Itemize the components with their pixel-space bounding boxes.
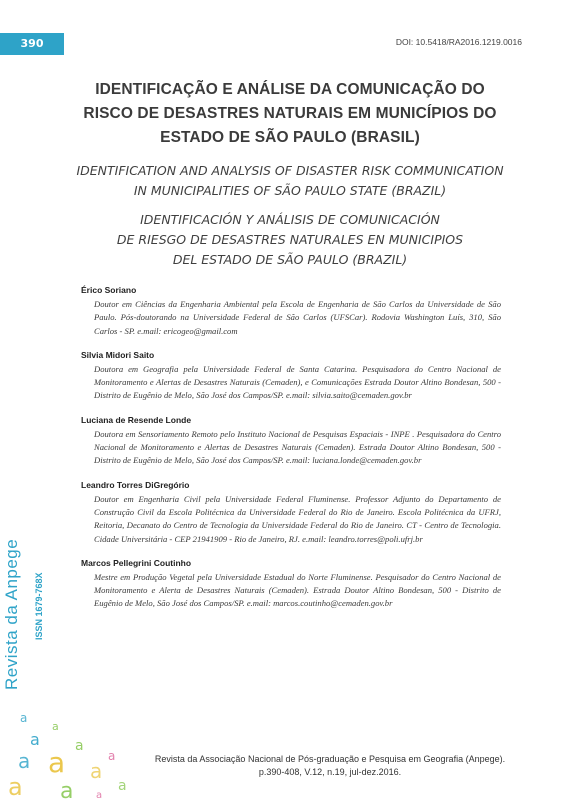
journal-name-vertical [2,539,22,690]
author-entry [81,558,501,611]
author-name: Marcos Pellegrini Coutinho [81,557,192,568]
author-entry [81,285,501,338]
author-entry [81,350,501,403]
author-name: Leandro Torres DiGregório [81,479,190,490]
svg-text:a: a [96,790,103,800]
author-affiliation: Doutor em Engenharia Civil pela Universidade Federal Fluminense. Professor Adjunto do Departamento de Construção Civil da Escola Politécnica da Universidade Federal do Rio de Janeiro. Escola Politécnica da UFRJ, Reitoria, Decanato do Centro de Tecnologia da Universidade Federal do Rio de Janeiro. CT - Centro de Tecnologia. Cidade Universitária - CEP 21941909 - Rio de Janeiro, RJ. e.mail: leandro.torres@poli.ufrj.br [94,493,501,544]
author-name: Luciana de Resende Londe [81,414,192,425]
svg-text:a: a [60,779,74,800]
author-entry [81,415,501,468]
svg-text:a: a [118,778,127,794]
author-name: Silvia Midori Saito [81,349,155,360]
svg-text:a: a [20,711,28,725]
title-spanish [64,210,516,270]
title-line: IDENTIFICACIÓN Y ANÁLISIS DE COMUNICACIÓN [140,212,440,227]
page-number: 390 [0,33,64,55]
svg-text:a: a [90,759,103,783]
title-english [64,161,516,201]
svg-text:a: a [75,738,84,754]
title-line: DE RIESGO DE DESASTRES NATURALES EN MUNICIPIOS [116,232,464,247]
doi[interactable]: DOI: 10.5418/RA2016.1219.0016 [395,37,522,47]
author-list [81,285,501,623]
title-line: IN MUNICIPALITIES OF SÃO PAULO STATE (BRAZIL) [133,183,447,198]
svg-text:a: a [8,773,23,800]
svg-text:a: a [48,746,66,779]
author-affiliation: Mestre em Produção Vegetal pela Universidade Estadual do Norte Fluminense. Pesquisador do Centro Nacional de Monitoramento e Alerta de Desastres Naturais (Cemaden). Estrada Doutor Altino Bondesan, 500 - Distrito de Eugênio de Melo, São José dos Campos/SP. e.mail: marcos.coutinho@cemaden.gov.br [94,571,501,609]
author-entry [81,480,501,546]
title-line: RISCO DE DESASTRES NATURAIS EM MUNICÍPIOS DO [83,105,497,122]
footer-line: Revista da Associação Nacional de Pós-graduação e Pesquisa em Geografia (Anpege). [154,754,506,764]
title-line: IDENTIFICATION AND ANALYSIS OF DISASTER RISK COMMUNICATION [76,163,504,178]
title-line: IDENTIFICAÇÃO E ANÁLISE DA COMUNICAÇÃO DO [95,81,485,98]
svg-text:a: a [18,749,31,773]
issn-vertical: ISSN 1679-768X [34,572,44,640]
decorative-letter-pattern [0,690,150,800]
author-affiliation: Doutor em Ciências da Engenharia Ambiental pela Escola de Engenharia de São Carlos da Universidade de São Paulo. Pós-doutorando na Universidade Federal de São Carlos (UFSCar). Rodovia Washington Luís, 310, São Carlos - SP. e.mail: ericogeo@gmail.com [94,299,501,336]
svg-text:a: a [30,730,40,749]
footer-line: p.390-408, V.12, n.19, jul-dez.2016. [258,767,402,777]
svg-text:a: a [52,720,59,733]
title-portuguese [64,78,516,150]
journal-name: Revista da Anpege [2,538,21,690]
author-name: Érico Soriano [81,285,137,295]
title-line: ESTADO DE SÃO PAULO (BRASIL) [160,129,420,146]
author-affiliation: Doutora em Geografia pela Universidade Federal de Santa Catarina. Pesquisadora do Centro Nacional de Monitoramento e Alertas de Desastres Naturais (Cemaden), e Comunicações Estrada Doutor Altino Bondesan, 500 - Distrito de Eugênio de Melo, São José dos Campos/SP. e.mail: silvia.saito@cemaden.gov.br [94,363,501,401]
title-line: DEL ESTADO DE SÃO PAULO (BRAZIL) [172,252,408,267]
svg-text:a: a [108,749,116,763]
author-affiliation: Doutora em Sensoriamento Remoto pelo Instituto Nacional de Pesquisas Espaciais - INPE . Pesquisadora do Centro Nacional de Monitoramento e Alertas de Desastres Naturais (Cemaden). Estrada Doutor Altino Bondesan, 500 - Distrito de Eugênio de Melo, São José dos Campos/SP. e.mail: luciana.londe@cemaden.gov.br [94,428,501,466]
footer-citation [140,753,520,779]
